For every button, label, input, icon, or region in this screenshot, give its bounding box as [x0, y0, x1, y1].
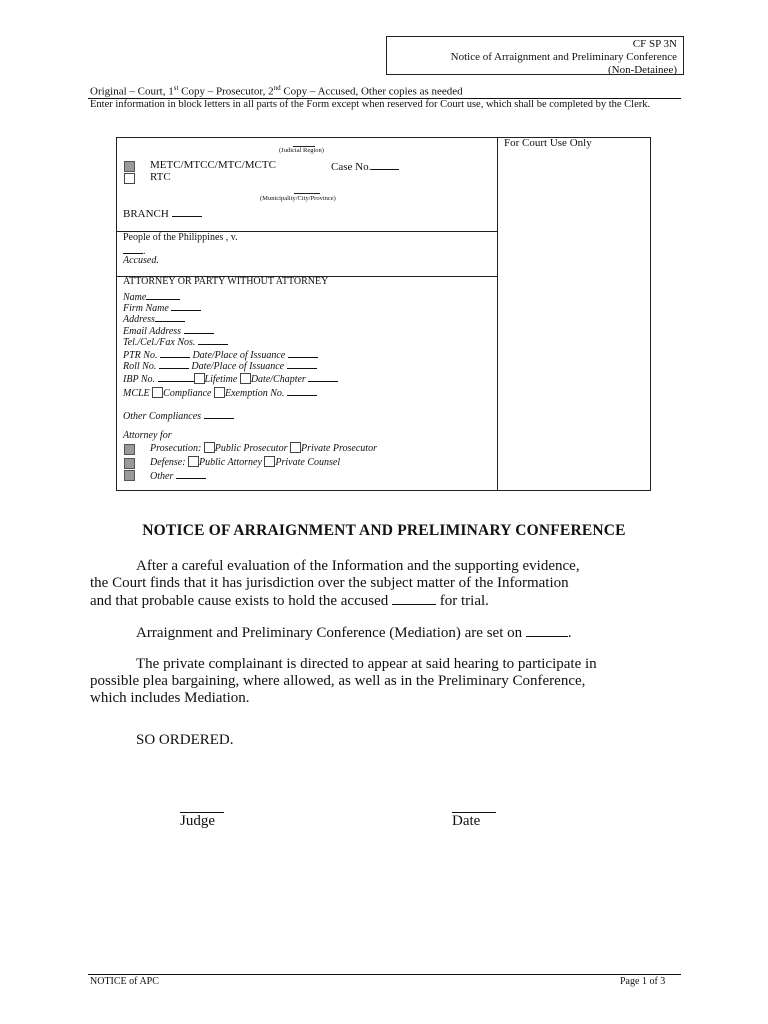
case-caption-box: [116, 137, 651, 491]
public-attorney-checkbox[interactable]: [188, 456, 199, 467]
p1-line1: After a careful evaluation of the Information and the supporting evidence,: [136, 558, 580, 574]
people-label: People of the Philippines , v.: [123, 232, 238, 243]
copy-first-sup: st: [173, 84, 179, 92]
accused-label: Accused.: [123, 255, 159, 266]
judicial-region-label: (Judicial Region): [279, 147, 324, 154]
ibp-row: IBP No. Lifetime Date/Chapter: [123, 371, 338, 385]
municipality-label: (Municipality/City/Province): [260, 195, 336, 202]
metc-checkbox[interactable]: [124, 161, 135, 172]
attorney-heading: ATTORNEY OR PARTY WITHOUT ATTORNEY: [123, 276, 329, 287]
form-code: CF SP 3N: [632, 38, 677, 50]
ptr-date-field[interactable]: [288, 347, 318, 358]
page-number: Page 1 of 3: [620, 976, 666, 987]
rtc-checkbox[interactable]: [124, 173, 135, 184]
other-compliances-field[interactable]: [204, 408, 234, 419]
tel-row: Tel./Cel./Fax Nos.: [123, 334, 228, 348]
metc-label: METC/MTCC/MTC/MCTC: [150, 159, 276, 171]
p1-line2: the Court finds that it has jurisdiction over the subject matter of the Information: [90, 575, 569, 591]
mcle-row: MCLE Compliance Exemption No.: [123, 385, 317, 399]
date-chapter-checkbox[interactable]: [240, 373, 251, 384]
email-field[interactable]: [184, 323, 214, 334]
copy-second: Copy – Accused, Other copies as needed: [280, 85, 463, 98]
p3-line2: possible plea bargaining, where allowed, as well as in the Preliminary Conference,: [90, 673, 586, 689]
ibp-field[interactable]: [158, 371, 194, 382]
municipality-line: [294, 193, 320, 194]
accused-name-field[interactable]: [392, 592, 436, 605]
roll-field[interactable]: [159, 358, 189, 369]
notice-title: NOTICE OF ARRAIGNMENT AND PRELIMINARY CONFERENCE: [142, 522, 626, 539]
copy-original: Original – Court, 1: [90, 85, 174, 98]
copy-first: Copy – Prosecutor, 2: [178, 85, 274, 98]
ptr-field[interactable]: [160, 347, 190, 358]
lifetime-checkbox[interactable]: [194, 373, 205, 384]
ptr-row: PTR No. Date/Place of Issuance: [123, 347, 318, 361]
form-code-box: [386, 36, 684, 75]
tel-field[interactable]: [198, 334, 228, 345]
so-ordered: SO ORDERED.: [136, 732, 234, 748]
hearing-date-field[interactable]: [526, 624, 568, 637]
private-counsel-checkbox[interactable]: [264, 456, 275, 467]
footer-divider: [88, 974, 681, 975]
court-use-label: For Court Use Only: [504, 137, 592, 149]
compliance-checkbox[interactable]: [152, 387, 163, 398]
p1-line3: and that probable cause exists to hold the accused for trial.: [90, 593, 489, 609]
private-prosecutor-checkbox[interactable]: [290, 442, 301, 453]
defense-checkbox[interactable]: [124, 458, 135, 469]
accused-field-row: .: [123, 243, 146, 257]
date-label: Date: [452, 813, 481, 829]
footer-left: NOTICE of APC: [90, 976, 159, 987]
other-compliances-row: Other Compliances: [123, 408, 234, 422]
p3-line1: The private complainant is directed to appear at said hearing to participate in: [136, 656, 597, 672]
prosecution-row: Prosecution: Public Prosecutor Private Prosecutor: [150, 443, 377, 454]
address-field[interactable]: [155, 311, 185, 322]
address-row: Address: [123, 311, 185, 325]
exemption-field[interactable]: [287, 385, 317, 396]
other-checkbox[interactable]: [124, 470, 135, 481]
firm-row: Firm Name: [123, 300, 201, 314]
prosecution-checkbox[interactable]: [124, 444, 135, 455]
judge-label: Judge: [180, 813, 215, 829]
court-use-divider: [497, 137, 498, 491]
rtc-label: RTC: [150, 171, 171, 183]
defense-row: Defense: Public Attorney Private Counsel: [150, 457, 341, 468]
form-subtitle: (Non-Detainee): [607, 64, 677, 76]
email-row: Email Address: [123, 323, 214, 337]
p2: Arraignment and Preliminary Conference (Mediation) are set on .: [136, 625, 572, 641]
accused-field[interactable]: [123, 243, 143, 254]
name-field[interactable]: [146, 289, 180, 300]
form-title: Notice of Arraignment and Preliminary Conference: [450, 51, 677, 63]
name-row: Name: [123, 289, 180, 303]
attorney-for-label: Attorney for: [123, 430, 172, 441]
p3-line3: which includes Mediation.: [90, 690, 250, 706]
date-chapter-field[interactable]: [308, 371, 338, 382]
branch-label: BRANCH: [123, 206, 202, 220]
other-row: Other: [150, 468, 206, 482]
instructions: Enter information in block letters in all parts of the Form except when reserved for Court use, which shall be completed by the Clerk.: [90, 99, 651, 110]
firm-field[interactable]: [171, 300, 201, 311]
case-no-field[interactable]: [371, 159, 399, 170]
public-prosecutor-checkbox[interactable]: [204, 442, 215, 453]
roll-row: Roll No. Date/Place of Issuance: [123, 358, 317, 372]
roll-date-field[interactable]: [287, 358, 317, 369]
branch-field[interactable]: [172, 206, 202, 217]
case-no-label: Case No.: [331, 159, 399, 173]
copy-second-sup: nd: [273, 84, 281, 92]
copy-distribution: [90, 84, 463, 98]
other-field[interactable]: [176, 468, 206, 479]
exemption-checkbox[interactable]: [214, 387, 225, 398]
